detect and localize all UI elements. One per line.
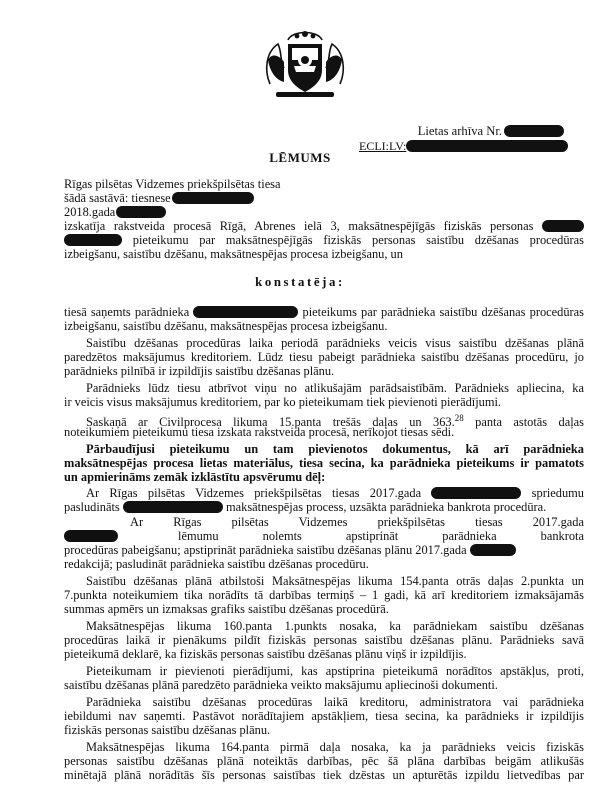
court-name: Rīgas pilsētas Vidzemes priekšpilsētas tiesa [64,177,281,191]
paragraph-line: fiziskās personas saistību dzēšanas plānu. [64,723,271,737]
section-heading: konstatēja: [255,275,345,289]
redaction-bar [470,544,516,556]
paragraph-line: ir veicis visus maksājumus kreditoriem, par ko pieteikumam tiek pievienoti pierādījumi. [64,395,502,409]
redaction-bar [64,530,118,542]
paragraph-line: procedūras pabeigšanu; apstiprināt parādnieka saistību dzēšanas plānu 2017.gada [64,543,584,557]
paragraph-line: maksātnespējas procesa lietas materiālus, tiesa secina, ka parādnieka pieteikums ir pamatots [64,456,584,470]
paragraph-line: pieteikumā deklarē, ka fiziskās personas saistību dzēšanas plānu viņš ir izpildījis. [64,647,467,661]
redaction-bar [116,206,166,218]
paragraph-line: 7.punkta noteikumiem tika norādīts tā darbības termiņš – 1 gadi, kā arī kreditoriem izmaksājamās [64,588,584,602]
intro-line: pieteikumu par maksātnespējīgās fiziskās personas saistību dzēšanas procedūras [64,233,584,247]
redaction-bar [504,125,564,137]
ecli-identifier: ECLI:LV: [359,139,568,154]
archive-number: Lietas arhīva Nr. [418,124,564,139]
redaction-bar [542,220,584,232]
intro-line: izbeigšanu, saistību dzēšanu, maksātnespējas procesa izbeigšanu, un [64,247,403,261]
paragraph-line: personas saistību dzēšanas plānā noteiktās darbības, pēc šā plāna darbības beigām atlikušās [64,754,584,768]
paragraph-line: Saistību dzēšanas procedūras laika periodā parādnieks veicis visus saistību dzēšanas plānā [86,336,584,350]
paragraph-line: parādnieks pilnībā ir izpildījis saistību dzēšanas plānu. [64,364,335,378]
paragraph-line: Ar Rīgas pilsētas Vidzemes priekšpilsētas tiesas 2017.gada spriedumu [86,486,584,500]
paragraph-line: Maksātnespējas likuma 160.panta 1.punkts nosaka, ka parādniekam saistību dzēšanas [86,619,584,633]
paragraph-line: Pārbaudījusi pieteikumu un tam pievienotos dokumentus, kā arī parādnieka [86,442,584,456]
paragraph-line: lēmumu nolemts apstiprināt parādnieka bankrota [64,529,584,543]
paragraph-line: un apmierināms zemāk izklāstītu apsvērumu dēļ: [64,470,326,484]
paragraph-line: Parādnieks lūdz tiesu atbrīvot viņu no atlikušajām parādsaistībām. Parādnieks apliecina, ka [86,381,584,395]
redaction-bar [431,487,521,499]
paragraph-line: Saskaņā ar Civilprocesa likuma 15.panta trešās daļas un 363.28 panta astotās daļas [86,413,584,429]
paragraph-line: Pieteikumam ir pievienoti pierādījumi, kas apstiprina pieteikumā norādītos apstākļus, proti, [86,664,584,678]
court-composition: šādā sastāvā: tiesnese [64,191,584,205]
paragraph-line: tiesā saņemts parādnieka pieteikums par parādnieka saistību dzēšanas procedūras [64,305,584,319]
redaction-bar [123,501,223,513]
decision-date: 2018.gada [64,205,584,219]
paragraph-line: Saistību dzēšanas plānā atbilstoši Maksātnespējas likuma 154.panta otrās daļas 2.punkta un [86,574,584,588]
redaction-bar [64,234,122,246]
paragraph-line: paredzētos maksājumus kreditoriem. Lūdz tiesu pabeigt parādnieka saistību dzēšanas procedūru, jo [64,350,584,364]
coat-of-arms-emblem [258,22,352,102]
intro-line: izskatīja rakstveida procesā Rīgā, Abrenes ielā 3, maksātnespējīgās fiziskās personas [64,219,584,233]
paragraph-line: summas apmērs un izmaksas grafiks saistību dzēšanas procedūrā. [64,602,389,616]
paragraph-line: minētajā plānā norādītās šīs personas saistības tiek dzēstas un apturētās izpildu lietvedības par [64,768,584,782]
paragraph-line: iebildumi nav saņemti. Pastāvot norādītajiem apstākļiem, tiesa secina, ka parādnieks ir izpildījis [64,709,584,723]
document-title: LĒMUMS [269,150,331,165]
paragraph-line: redakcijā; pasludināt parādnieka saistību dzēšanas procedūru. [64,557,369,571]
paragraph-line: saistību dzēšanas plānā paredzēto parādnieka veikto maksājumu apliecinoši dokumenti. [64,678,498,692]
paragraph-line: procedūras laikā ir pienākums pildīt fiziskās personas saistību dzēšanas plānu. Parādnieks savā [64,633,584,647]
paragraph-line: Parādnieka saistību dzēšanas procedūras laikā kreditoru, administratora vai parādnieka [86,695,584,709]
redaction-bar [172,192,254,204]
redaction-bar [193,306,298,318]
paragraph-line: Maksātnespējas likuma 164.panta pirmā daļa nosaka, ka ja parādnieks veicis fiziskās [86,740,584,754]
paragraph-line: izbeigšanu, saistību dzēšanu, maksātnespējas procesa izbeigšanu. [64,319,388,333]
paragraph-line: noteikumiem pieteikumu tiesa izskata rakstveida procesā, nerīkojot tiesas sēdi. [64,425,455,439]
paragraph-line: pasludināts maksātnespējas process, uzsākta parādnieka bankrota procedūra. [64,500,547,514]
paragraph-line: Ar Rīgas pilsētas Vidzemes priekšpilsētas tiesas 2017.gada [130,515,584,529]
